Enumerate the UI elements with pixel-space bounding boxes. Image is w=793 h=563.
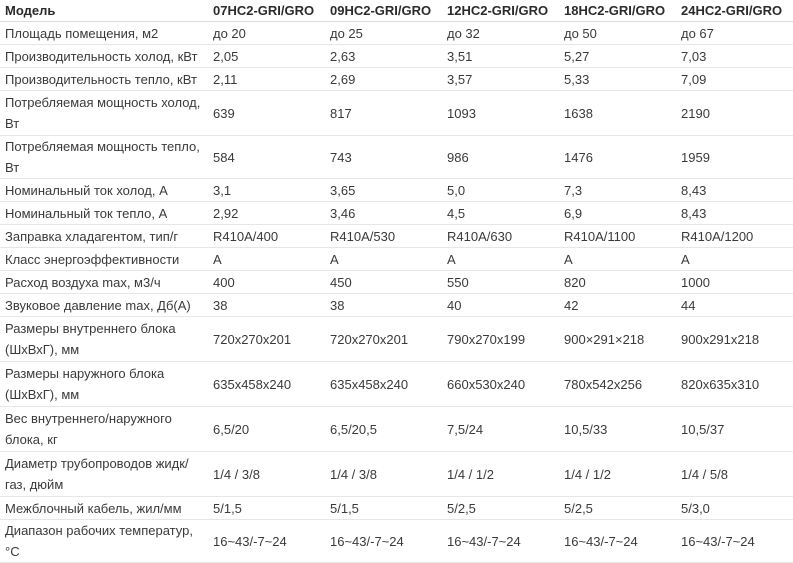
table-row [0, 520, 793, 563]
row-value: 16~43/-7~24 [442, 520, 559, 563]
table-row [0, 407, 793, 452]
row-value: 400 [208, 271, 325, 294]
row-value: 720x270x201 [208, 317, 325, 362]
row-label: Площадь помещения, м2 [0, 22, 208, 45]
header-row [0, 0, 793, 22]
row-label: Класс энергоэффективности [0, 248, 208, 271]
row-value: 16~43/-7~24 [208, 520, 325, 563]
row-value: 635x458x240 [325, 362, 442, 407]
row-value: 720x270x201 [325, 317, 442, 362]
row-value: 900x291x218 [676, 317, 793, 362]
row-value: 584 [208, 136, 325, 179]
table-row [0, 362, 793, 407]
row-value: 4,5 [442, 202, 559, 225]
row-value: 44 [676, 294, 793, 317]
row-value: 790x270x199 [442, 317, 559, 362]
row-label: Производительность тепло, кВт [0, 68, 208, 91]
row-value: 7,03 [676, 45, 793, 68]
row-value: 5/3,0 [676, 497, 793, 520]
row-value: 40 [442, 294, 559, 317]
table-row [0, 68, 793, 91]
table-row [0, 202, 793, 225]
table-row [0, 179, 793, 202]
table-row [0, 225, 793, 248]
row-label: Номинальный ток тепло, А [0, 202, 208, 225]
table-header [0, 0, 793, 22]
row-value: 1/4 / 3/8 [325, 452, 442, 497]
table-row [0, 317, 793, 362]
row-value: 635x458x240 [208, 362, 325, 407]
row-value: A [208, 248, 325, 271]
header-model-07: 07HC2-GRI/GRO [208, 0, 325, 22]
row-value: 780x542x256 [559, 362, 676, 407]
row-value: 42 [559, 294, 676, 317]
header-model-24: 24HC2-GRI/GRO [676, 0, 793, 22]
row-value: R410A/1200 [676, 225, 793, 248]
row-value: R410A/1100 [559, 225, 676, 248]
row-value: 2,92 [208, 202, 325, 225]
row-value: 743 [325, 136, 442, 179]
table-row [0, 136, 793, 179]
table-row [0, 271, 793, 294]
row-value: до 67 [676, 22, 793, 45]
row-value: A [325, 248, 442, 271]
row-value: 5/2,5 [442, 497, 559, 520]
row-value: 820 [559, 271, 676, 294]
row-value: 7,3 [559, 179, 676, 202]
row-value: 3,65 [325, 179, 442, 202]
row-value: 817 [325, 91, 442, 136]
row-value: R410A/400 [208, 225, 325, 248]
row-value: 6,9 [559, 202, 676, 225]
row-value: 7,09 [676, 68, 793, 91]
row-label: Диаметр трубопроводов жидк/газ, дюйм [0, 452, 208, 497]
row-value: 2,69 [325, 68, 442, 91]
row-value: 639 [208, 91, 325, 136]
table-body [0, 22, 793, 563]
row-value: 5/2,5 [559, 497, 676, 520]
row-value: 3,1 [208, 179, 325, 202]
row-value: 1/4 / 5/8 [676, 452, 793, 497]
row-value: 1638 [559, 91, 676, 136]
row-value: 900×291×218 [559, 317, 676, 362]
row-value: 820x635x310 [676, 362, 793, 407]
row-value: 450 [325, 271, 442, 294]
row-value: 5,33 [559, 68, 676, 91]
table-row [0, 294, 793, 317]
table-row [0, 22, 793, 45]
row-value: 6,5/20,5 [325, 407, 442, 452]
row-value: 5/1,5 [208, 497, 325, 520]
row-value: 1/4 / 1/2 [559, 452, 676, 497]
row-value: 1476 [559, 136, 676, 179]
row-value: 5,27 [559, 45, 676, 68]
row-value: до 20 [208, 22, 325, 45]
row-value: 1000 [676, 271, 793, 294]
row-value: R410A/630 [442, 225, 559, 248]
row-value: 38 [208, 294, 325, 317]
row-value: 10,5/33 [559, 407, 676, 452]
row-value: до 50 [559, 22, 676, 45]
row-value: 2,63 [325, 45, 442, 68]
row-value: 16~43/-7~24 [325, 520, 442, 563]
table-row [0, 452, 793, 497]
row-value: 3,46 [325, 202, 442, 225]
row-value: 7,5/24 [442, 407, 559, 452]
row-label: Диапазон рабочих температур, °С [0, 520, 208, 563]
header-model-12: 12HC2-GRI/GRO [442, 0, 559, 22]
header-model-18: 18HC2-GRI/GRO [559, 0, 676, 22]
row-label: Вес внутреннего/наружного блока, кг [0, 407, 208, 452]
row-label: Потребляемая мощность холод, Вт [0, 91, 208, 136]
row-value: 2,05 [208, 45, 325, 68]
row-value: 660x530x240 [442, 362, 559, 407]
row-value: 5,0 [442, 179, 559, 202]
header-model: Модель [0, 0, 208, 22]
row-value: до 32 [442, 22, 559, 45]
row-value: 1959 [676, 136, 793, 179]
row-value: 5/1,5 [325, 497, 442, 520]
row-value: 1/4 / 3/8 [208, 452, 325, 497]
row-value: R410A/530 [325, 225, 442, 248]
row-label: Размеры внутреннего блока (ШхВхГ), мм [0, 317, 208, 362]
row-value: 16~43/-7~24 [559, 520, 676, 563]
row-value: 1093 [442, 91, 559, 136]
table-row [0, 91, 793, 136]
row-value: 8,43 [676, 202, 793, 225]
row-value: 10,5/37 [676, 407, 793, 452]
row-label: Расход воздуха max, м3/ч [0, 271, 208, 294]
row-value: A [676, 248, 793, 271]
row-value: до 25 [325, 22, 442, 45]
row-label: Межблочный кабель, жил/мм [0, 497, 208, 520]
row-value: 986 [442, 136, 559, 179]
table-row [0, 497, 793, 520]
table-row [0, 45, 793, 68]
table-row [0, 248, 793, 271]
row-value: 2190 [676, 91, 793, 136]
row-value: 3,57 [442, 68, 559, 91]
row-label: Размеры наружного блока (ШхВхГ), мм [0, 362, 208, 407]
row-value: 1/4 / 1/2 [442, 452, 559, 497]
row-label: Звуковое давление max, Дб(А) [0, 294, 208, 317]
row-value: A [559, 248, 676, 271]
row-label: Потребляемая мощность тепло, Вт [0, 136, 208, 179]
row-value: 550 [442, 271, 559, 294]
row-value: 2,11 [208, 68, 325, 91]
row-value: 6,5/20 [208, 407, 325, 452]
row-label: Номинальный ток холод, А [0, 179, 208, 202]
row-value: 16~43/-7~24 [676, 520, 793, 563]
header-model-09: 09HC2-GRI/GRO [325, 0, 442, 22]
row-value: 3,51 [442, 45, 559, 68]
row-label: Производительность холод, кВт [0, 45, 208, 68]
row-value: 38 [325, 294, 442, 317]
row-value: 8,43 [676, 179, 793, 202]
row-label: Заправка хладагентом, тип/г [0, 225, 208, 248]
row-value: A [442, 248, 559, 271]
